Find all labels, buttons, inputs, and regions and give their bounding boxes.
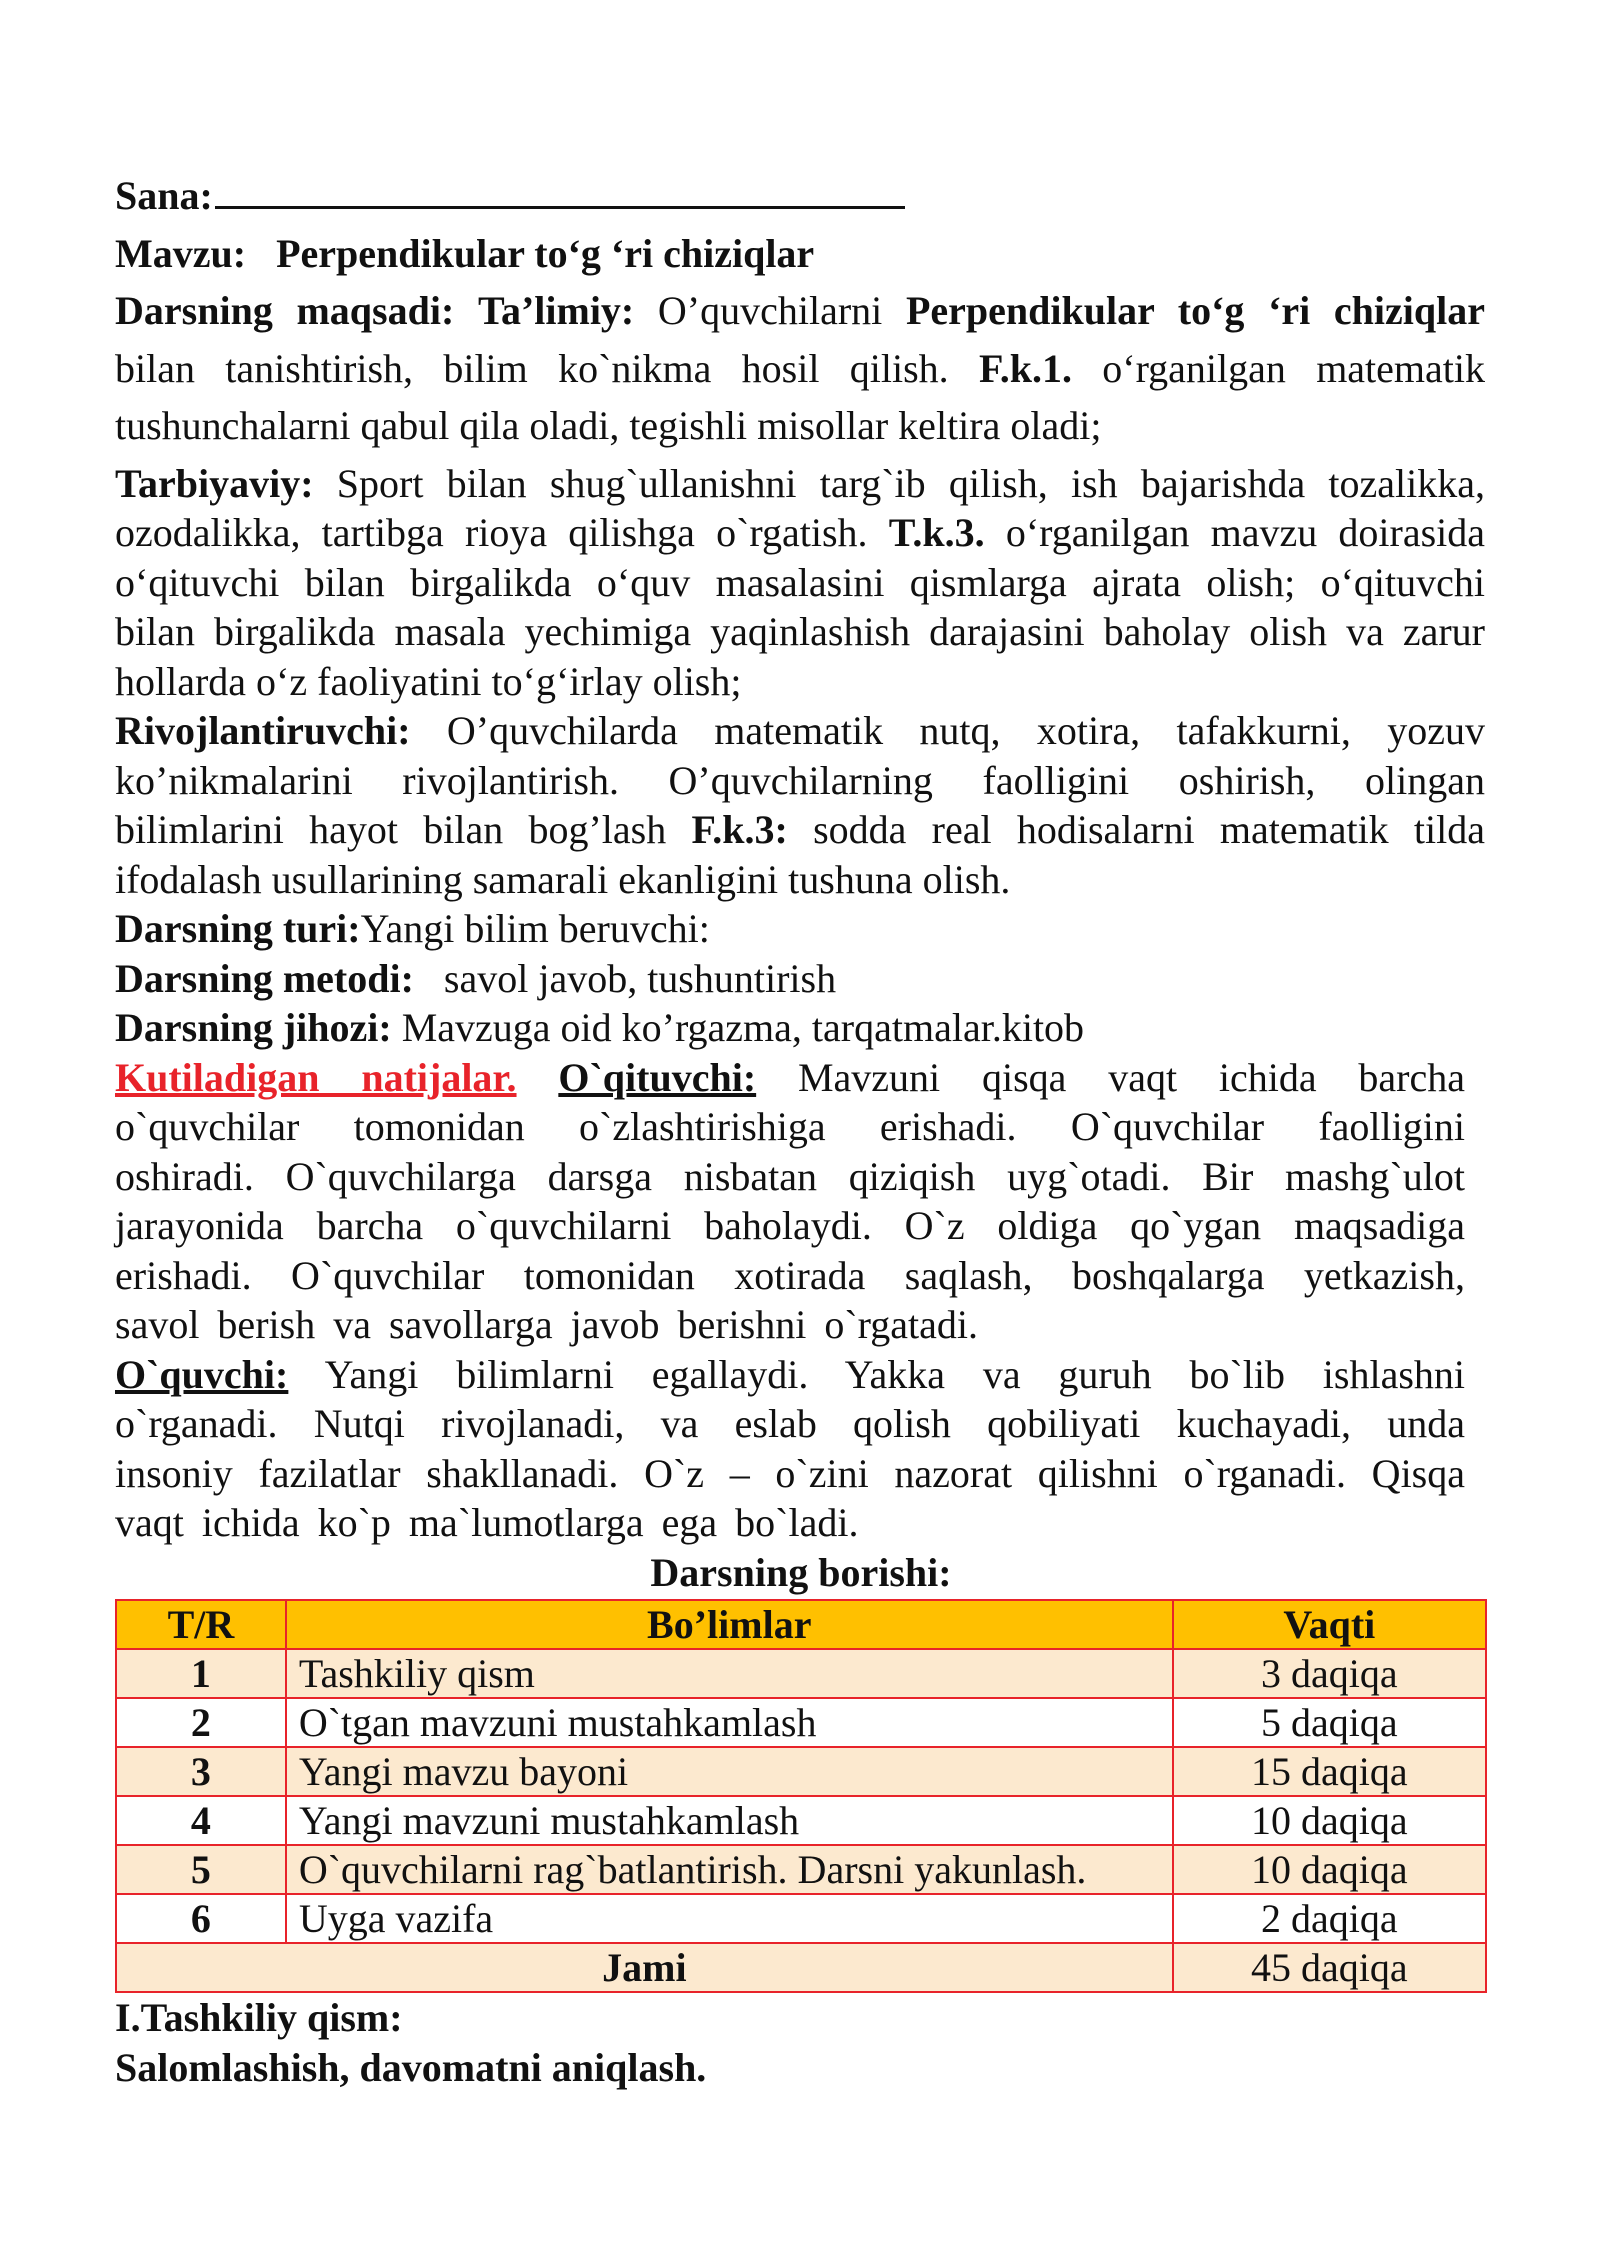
row-section: Yangi mavzu bayoni: [286, 1747, 1173, 1796]
upbringing-text: hollarda o‘z faoliyatini to‘g‘irlay olish;: [115, 658, 742, 704]
lesson-flow-title: [115, 1548, 1487, 1598]
row-number: 1: [116, 1649, 286, 1698]
developmental-line-2: [115, 756, 1485, 806]
table-row: [116, 1747, 1486, 1796]
developmental-text: sodda real hodisalarni matematik tilda: [813, 807, 1486, 852]
goal-text: o‘rganilgan matematik: [1102, 345, 1486, 391]
row-section: Yangi mavzuni mustahkamlash: [286, 1796, 1173, 1845]
student-outcomes-line-3: [115, 1449, 1465, 1499]
row-section: O`quvchilarni rag`batlantirish. Darsni yakunlash.: [286, 1845, 1173, 1894]
row-time: 10 daqiqa: [1173, 1845, 1486, 1894]
student-outcomes-line-1: [115, 1350, 1465, 1400]
outcomes-text: Mavzuni qisqa vaqt ichida barcha: [797, 1054, 1465, 1100]
row-number: 5: [116, 1845, 286, 1894]
total-label: Jami: [116, 1943, 1173, 1992]
topic-value: Perpendikular to‘g ‘ri chiziqlar: [276, 230, 815, 276]
goal-line-1: [115, 286, 1485, 336]
developmental-text: ko’nikmalarini rivojlantirish. O’quvchilarning faolligini oshirish, olingan: [115, 757, 1485, 803]
row-number: 3: [116, 1747, 286, 1796]
date-blank: [215, 170, 905, 209]
student-outcomes-text: vaqt ichida ko`p ma`lumotlarga ega bo`ladi.: [115, 1500, 859, 1545]
expected-outcomes-label: Kutiladigan natijalar.: [115, 1054, 517, 1100]
goal-line-3: [115, 401, 1485, 451]
outcomes-line-3: [115, 1152, 1465, 1202]
section-title-text: I.Tashkiliy qism:: [115, 1995, 403, 2040]
upbringing-line-1: [115, 459, 1485, 509]
table-row: [116, 1796, 1486, 1845]
lesson-equipment-label: Darsning jihozi:: [115, 1005, 392, 1050]
lesson-type-label: Darsning turi:: [115, 906, 361, 951]
section-text: [115, 2043, 1485, 2093]
developmental-line-4: [115, 855, 1485, 905]
goal-text: O’quvchilarni: [657, 288, 883, 333]
upbringing-text: o‘qituvchi bilan birgalikda o‘quv masalasini qismlarga ajrata olish; o‘qituvchi: [115, 559, 1485, 605]
goal-topic: Perpendikular to‘g ‘ri chiziqlar: [905, 288, 1486, 333]
upbringing-line-4: [115, 607, 1485, 657]
outcomes-text: oshiradi. O`quvchilarga darsga nisbatan qiziqish uyg`otadi. Bir mashg`ulot: [115, 1153, 1465, 1199]
developmental-text: ifodalash usullarining samarali ekanligini tushuna olish.: [115, 856, 1011, 902]
table-header-row: [116, 1600, 1486, 1649]
table-row: [116, 1845, 1486, 1894]
row-section: Tashkiliy qism: [286, 1649, 1173, 1698]
lesson-method-label: Darsning metodi:: [115, 955, 414, 1001]
upbringing-label: Tarbiyaviy:: [115, 460, 314, 506]
lesson-method-value: savol javob, tushuntirish: [443, 955, 837, 1001]
educational-label: Ta’limiy:: [477, 288, 635, 333]
row-number: 4: [116, 1796, 286, 1845]
competency-code: F.k.3:: [691, 807, 788, 852]
goal-text: tushunchalarni qabul qila oladi, tegishli misollar keltira oladi;: [115, 403, 1102, 448]
topic-label: Mavzu:: [115, 230, 247, 276]
row-time: 15 daqiqa: [1173, 1747, 1486, 1796]
competency-code: T.k.3.: [888, 510, 985, 555]
upbringing-line-2: [115, 508, 1485, 558]
developmental-text: bilimlarini hayot bilan bog’lash: [115, 807, 667, 852]
outcomes-line-1: [115, 1053, 1465, 1103]
goal-text: bilan tanishtirish, bilim ko`nikma hosil qilish.: [115, 345, 949, 391]
outcomes-line-2: [115, 1102, 1465, 1152]
student-outcomes-text: insoniy fazilatlar shakllanadi. O`z – o`zini nazorat qilishni o`rganadi. Qisqa: [115, 1450, 1465, 1496]
row-time: 5 daqiqa: [1173, 1698, 1486, 1747]
outcomes-text: o`quvchilar tomonidan o`zlashtirishiga erishadi. O`quvchilar faolligini: [115, 1104, 1465, 1149]
student-label: O`quvchi:: [115, 1351, 289, 1397]
outcomes-text: jarayonida barcha o`quvchilarni baholaydi. O`z oldiga qo`ygan maqsadiga: [115, 1203, 1465, 1248]
column-header: Bo’limlar: [286, 1600, 1173, 1649]
upbringing-text: bilan birgalikda masala yechimiga yaqinlashish darajasini baholay olish va zarur: [115, 609, 1485, 654]
outcomes-text: erishadi. O`quvchilar tomonidan xotirada saqlash, boshqalarga yetkazish,: [115, 1252, 1465, 1298]
lesson-equipment-value: Mavzuga oid ko’rgazma, tarqatmalar.kitob: [401, 1005, 1085, 1050]
competency-code: F.k.1.: [978, 345, 1072, 391]
lesson-type-line: [115, 904, 1485, 954]
row-time: 3 daqiqa: [1173, 1649, 1486, 1698]
lesson-method-line: [115, 954, 1485, 1004]
lesson-flow-title-text: Darsning borishi:: [650, 1549, 952, 1595]
developmental-line-3: [115, 805, 1485, 855]
upbringing-text: o‘rganilgan mavzu doirasida: [1005, 510, 1486, 555]
row-time: 2 daqiqa: [1173, 1894, 1486, 1943]
student-outcomes-line-2: [115, 1399, 1465, 1449]
outcomes-text: savol berish va savollarga javob berishni o`rgatadi.: [115, 1302, 978, 1347]
table-row: [116, 1894, 1486, 1943]
table-total-row: [116, 1943, 1486, 1992]
developmental-label: Rivojlantiruvchi:: [115, 708, 411, 753]
outcomes-line-5: [115, 1251, 1465, 1301]
goal-label: Darsning maqsadi:: [115, 288, 455, 333]
lesson-type-value: Yangi bilim beruvchi:: [360, 906, 710, 951]
row-section: O`tgan mavzuni mustahkamlash: [286, 1698, 1173, 1747]
table-row: [116, 1698, 1486, 1747]
section-text-content: Salomlashish, davomatni aniqlash.: [115, 2044, 707, 2090]
outcomes-line-6: [115, 1300, 1485, 1350]
column-header: Vaqti: [1173, 1600, 1486, 1649]
developmental-text: O’quvchilarda matematik nutq, xotira, tafakkurni, yozuv: [446, 708, 1485, 753]
outcomes-line-4: [115, 1201, 1465, 1251]
column-header: T/R: [116, 1600, 286, 1649]
goal-line-2: [115, 344, 1485, 394]
developmental-line-1: [115, 706, 1485, 756]
student-outcomes-line-4: [115, 1498, 1485, 1548]
lesson-equipment-line: [115, 1003, 1485, 1053]
upbringing-text: Sport bilan shug`ullanishni targ`ib qilish, ish bajarishda tozalikka,: [336, 460, 1486, 506]
upbringing-text: ozodalikka, tartibga rioya qilishga o`rgatish.: [115, 510, 868, 555]
upbringing-line-3: [115, 558, 1485, 608]
row-number: 2: [116, 1698, 286, 1747]
lesson-plan-page: [115, 170, 1485, 2092]
table-row: [116, 1649, 1486, 1698]
row-section: Uyga vazifa: [286, 1894, 1173, 1943]
date-label: Sana:: [115, 173, 213, 218]
section-title: [115, 1993, 1485, 2043]
student-outcomes-text: o`rganadi. Nutqi rivojlanadi, va eslab qolish qobiliyati kuchayadi, unda: [115, 1401, 1465, 1446]
lesson-flow-table: [115, 1599, 1487, 1993]
upbringing-line-5: [115, 657, 1485, 707]
total-time: 45 daqiqa: [1173, 1943, 1486, 1992]
row-time: 10 daqiqa: [1173, 1796, 1486, 1845]
topic-line: [115, 229, 1485, 279]
date-line: [115, 170, 1485, 221]
row-number: 6: [116, 1894, 286, 1943]
student-outcomes-text: Yangi bilimlarni egallaydi. Yakka va guruh bo`lib ishlashni: [324, 1351, 1466, 1397]
teacher-label: O`qituvchi:: [558, 1054, 757, 1100]
